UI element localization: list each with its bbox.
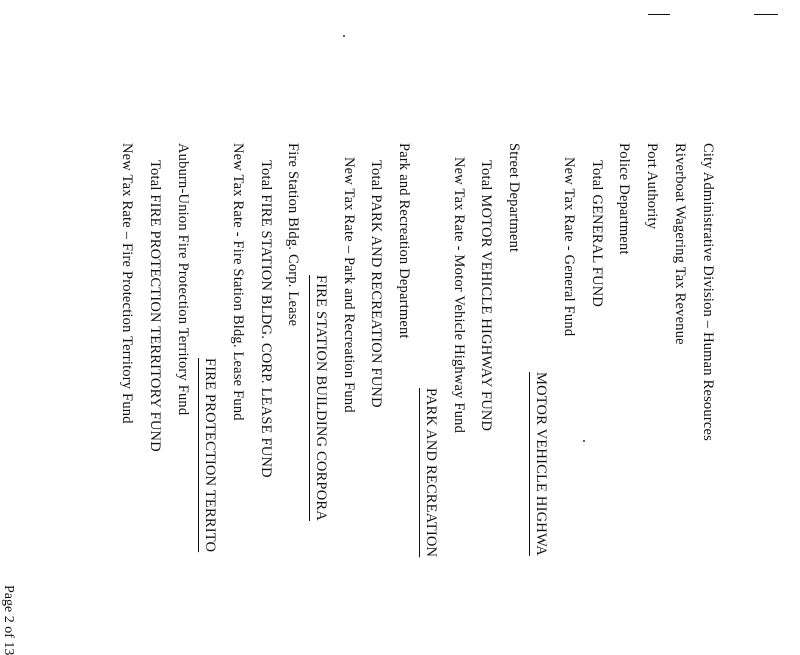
line-new-tax-park-rec-fund: New Tax Rate – Park and Recreation Fund xyxy=(341,157,357,413)
speck-mid xyxy=(583,440,585,442)
line-total-fire-protection-fund: Total FIRE PROTECTION TERRITORY FUND xyxy=(147,160,163,452)
line-new-tax-general-fund: New Tax Rate - General Fund xyxy=(561,157,577,337)
header-motor-vehicle-highway: MOTOR VEHICLE HIGHWA xyxy=(533,372,549,556)
line-street-department: Street Department xyxy=(506,143,522,253)
header-fire-station-building-corp: FIRE STATION BUILDING CORPORA xyxy=(313,275,329,521)
line-total-fire-station-lease-fund: Total FIRE STATION BLDG. CORP. LEASE FUND xyxy=(258,160,274,478)
line-total-park-rec-fund: Total PARK AND RECREATION FUND xyxy=(368,160,384,408)
top-rule-right xyxy=(754,14,778,15)
line-new-tax-fire-protection: New Tax Rate – Fire Protection Territory Fund xyxy=(119,143,135,424)
line-city-admin-hr: City Administrative Division – Human Resources xyxy=(700,143,716,441)
line-total-mvh-fund: Total MOTOR VEHICLE HIGHWAY FUND xyxy=(478,160,494,432)
header-fire-protection-territory: FIRE PROTECTION TERRITO xyxy=(202,358,218,553)
line-auburn-union-fund: Auburn-Union Fire Protection Territory Fund xyxy=(175,143,191,416)
header-park-and-recreation: PARK AND RECREATION xyxy=(423,388,439,558)
speck-top xyxy=(343,35,345,37)
line-park-rec-department: Park and Recreation Department xyxy=(396,143,412,339)
line-new-tax-fire-station-lease: New Tax Rate - Fire Station Bldg. Lease Fund xyxy=(230,143,246,421)
top-rule-left xyxy=(648,14,670,15)
line-police-department: Police Department xyxy=(616,143,632,255)
line-new-tax-mvh-fund: New Tax Rate - Motor Vehicle Highway Fund xyxy=(451,157,467,434)
line-total-general-fund: Total GENERAL FUND xyxy=(589,160,605,308)
line-port-authority: Port Authority xyxy=(644,143,660,230)
page-number: Page 2 of 13 xyxy=(1,585,16,655)
line-fire-station-lease: Fire Station Bldg. Corp. Lease xyxy=(285,143,301,327)
line-riverboat-tax: Riverboat Wagering Tax Revenue xyxy=(672,143,688,345)
